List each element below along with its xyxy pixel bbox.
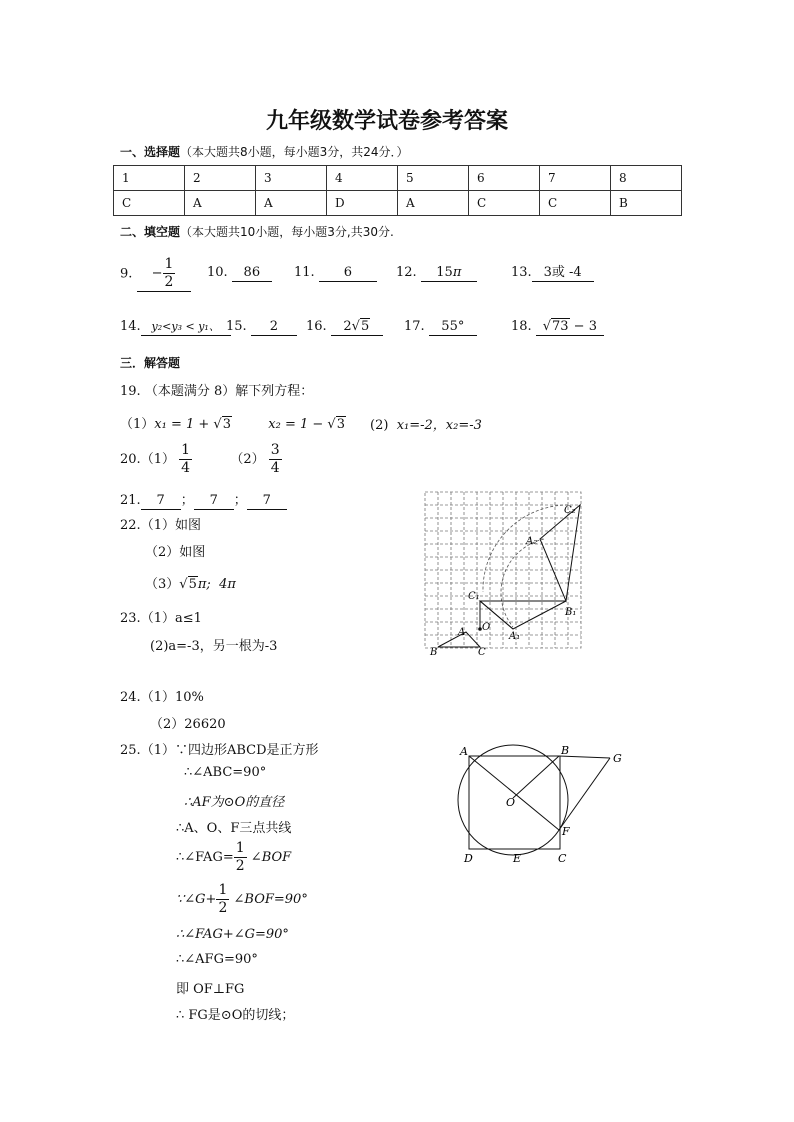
label-c: C (478, 647, 486, 657)
label-b: B (430, 647, 438, 657)
fill-q10: 10. 86 (207, 265, 272, 282)
table-cell: 7 (540, 166, 611, 191)
q25-line-9: 即 OF⊥FG (176, 982, 245, 997)
page-title: 九年级数学试卷参考答案 (266, 109, 509, 134)
q25-line-8: ∴∠AFG=90° (176, 952, 258, 967)
q22-part2: （2）如图 (145, 545, 206, 560)
label-a1: A₁ (509, 631, 521, 642)
table-cell: A (185, 191, 256, 216)
table-cell: 8 (611, 166, 682, 191)
table-row-answers (114, 191, 682, 216)
segment-a-f (469, 756, 559, 830)
table-cell: 3 (256, 166, 327, 191)
table-row-numbers (114, 166, 682, 191)
label-f: F (562, 825, 570, 838)
fill-q15: 15. 2 (226, 319, 297, 336)
q19-answers: （1）x₁ = 1 + √3 x₂ = 1 − √3 (120, 417, 345, 432)
label-c: C (558, 852, 567, 865)
fill-q16: 16. 2√5 (306, 319, 383, 336)
label-c2: C₂ (564, 505, 576, 516)
label-d: D (464, 852, 473, 865)
q22-part1: 22.（1）如图 (120, 518, 201, 533)
q25-line-4: ∴A、O、F三点共线 (176, 821, 292, 836)
fill-q9: 9. − $\frac{1}{2}$ (120, 256, 191, 292)
table-cell: A (398, 191, 469, 216)
triangle-a1b1c1 (480, 601, 566, 629)
table-cell: C (469, 191, 540, 216)
triangle-a2b2c2 (540, 505, 580, 601)
fill-q14: 14. y₂<y₃ < y₁、 (120, 319, 231, 336)
label-c1: C₁ (468, 591, 480, 602)
table-cell: C (540, 191, 611, 216)
table-cell: 6 (469, 166, 540, 191)
table-cell: 5 (398, 166, 469, 191)
grid-figure (418, 487, 588, 657)
q25-line-2: ∴∠ABC=90° (184, 765, 267, 780)
table-cell: B (611, 191, 682, 216)
fill-q11: 11. 6 (294, 265, 377, 282)
table-cell: A (256, 191, 327, 216)
table-cell: C (114, 191, 185, 216)
q21-answers: 21. 7 ； 7 ； 7 (120, 489, 287, 510)
label-o: O (506, 796, 516, 809)
choice-answer-table (113, 165, 682, 216)
q23-part2: (2)a=-3，另一根为-3 (150, 639, 278, 654)
q25-line-5: ∴∠FAG= $\frac{1}{2}$ ∠BOF (176, 840, 292, 874)
q25-line-1: 25.（1）∵四边形ABCD是正方形 (120, 743, 319, 758)
table-cell: 4 (327, 166, 398, 191)
q25-line-3: ∴AF为⊙O的直径 (184, 795, 285, 810)
q25-line-10: ∴ FG是⊙O的切线； (176, 1008, 295, 1023)
table-cell: 2 (185, 166, 256, 191)
label-b: B (561, 744, 570, 757)
section-1-heading: 一、选择题（本大题共8小题，每小题3分，共24分．） (120, 145, 409, 159)
q24-part2: （2）26620 (150, 717, 226, 732)
label-a2: A₂ (526, 536, 538, 547)
fill-q18: 18. √73 − 3 (511, 319, 604, 336)
circle-square-figure (455, 740, 655, 870)
table-cell: 1 (114, 166, 185, 191)
q19-part2: (2) x₁=-2，x₂=-3 (370, 418, 482, 433)
q25-line-7: ∴∠FAG+∠G=90° (176, 927, 289, 942)
label-a: A (458, 627, 466, 638)
label-a: A (460, 745, 468, 758)
label-g: G (613, 752, 622, 765)
q24-part1: 24.（1）10% (120, 690, 204, 705)
q19-heading: 19. （本题满分 8）解下列方程： (120, 384, 314, 399)
q22-part3: （3）√5π; 4π (145, 577, 236, 592)
fill-q13: 13. 3或 -4 (511, 265, 594, 282)
segment-o-b (513, 756, 559, 798)
grid-lines (425, 492, 581, 648)
label-b1: B₁ (565, 607, 577, 618)
section-3-heading: 三．解答题 (120, 356, 181, 370)
label-o: O (482, 622, 491, 633)
q20-answers: 20.（1） $\frac{1}{4}$ （2） $\frac{3}{4}$ (120, 442, 280, 476)
q25-line-6: ∵∠G+ $\frac{1}{2}$ ∠BOF=90° (176, 882, 308, 916)
segment-g-f (559, 758, 610, 830)
q23-part1: 23.（1）a≤1 (120, 611, 202, 626)
fill-q17: 17. 55° (404, 319, 477, 336)
section-2-heading: 二、填空题（本大题共10小题，每小题3分,共30分. (120, 225, 394, 239)
label-e: E (513, 852, 522, 865)
fill-q12: 12. 15π (396, 265, 477, 282)
table-cell: D (327, 191, 398, 216)
